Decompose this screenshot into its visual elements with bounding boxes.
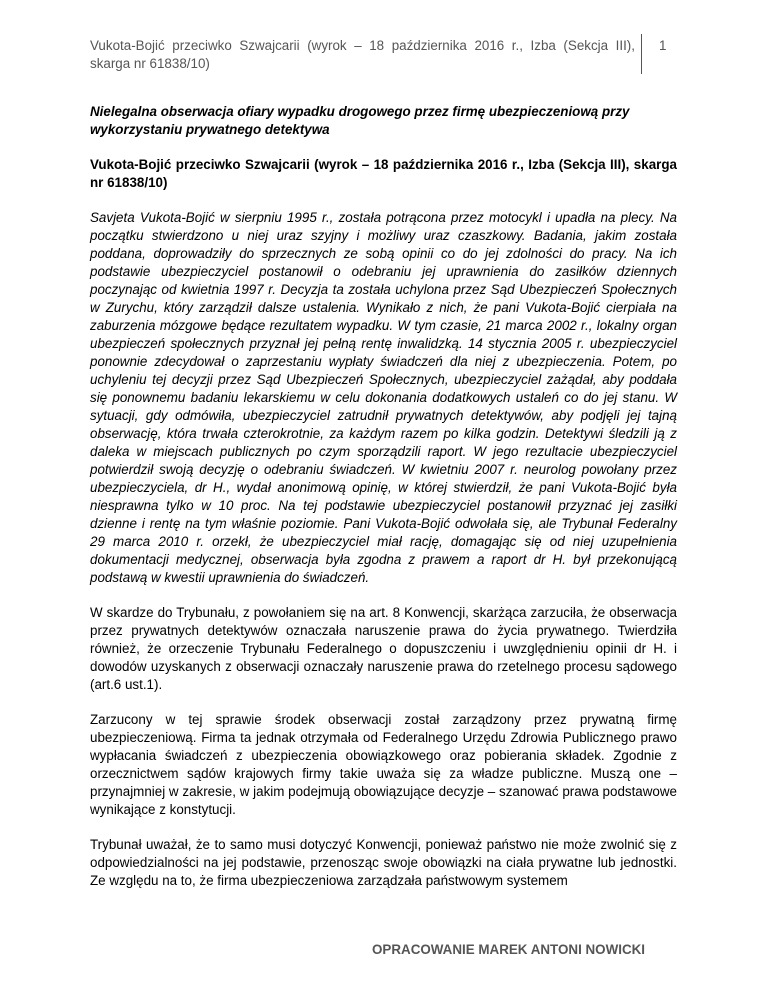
body-paragraph-1: W skardze do Trybunału, z powołaniem się na art. 8 Konwencji, skarżąca zarzuciła, że obserwacja przez prywatnych detektywów oznaczała naruszenie prawa do życia prywatnego. Twierdziła również, że orzeczenie Trybunału Federalnego o dopuszczeniu i uwzględnieniu opinii dr H. i dowodów uzyskanych z obserwacji oznaczały naruszenie prawa do rzetelnego procesu sądowego (art.6 ust.1).	[90, 605, 677, 692]
case-title: Vukota-Bojić przeciwko Szwajcarii (wyrok – 18 października 2016 r., Izba (Sekcja III), skarga nr 61838/10)	[90, 157, 677, 190]
body-paragraph-2: Zarzucony w tej sprawie środek obserwacji został zarządzony przez prywatną firmę ubezpieczeniową. Firma ta jednak otrzymała od Federalnego Urzędu Zdrowia Publicznego prawo wypłacania świadczeń z ubezpieczenia obowiązkowego oraz pobierania składek. Zgodnie z orzecznictwem sądów krajowych firmy takie uważa się za władze publiczne. Muszą one – przynajmniej w zakresie, w jakim podejmują obowiązujące decyzje – szanować prawa podstawowe wynikające z konstytucji.	[90, 712, 677, 817]
facts-paragraph: Savjeta Vukota-Bojić w sierpniu 1995 r., została potrącona przez motocykl i upadła na plecy. Na początku stwierdzono u niej uraz szyjny i możliwy uraz czaszkowy. Badania, jakim została poddana, doprowadziły do sprzecznych ze sobą opinii co do jej zdolności do pracy. Na ich podstawie ubezpieczyciel postanowił o odebraniu jej uprawnienia do zasiłków dziennych poczynając od kwietnia 1997 r. Decyzja ta została uchylona przez Sąd Ubezpieczeń Społecznych w Zurychu, który zarządził dalsze ustalenia. Wynikało z nich, że pani Vukota-Bojić cierpiała na zaburzenia mózgowe będące rezultatem wypadku. W tym czasie, 21 marca 2002 r., lokalny organ ubezpieczeń społecznych przyznał jej pełną rentę inwalidzką. 14 stycznia 2005 r. ubezpieczyciel ponownie zdecydował o zaprzestaniu wypłaty świadczeń dla niej z ubezpieczenia. Potem, po uchyleniu tej decyzji przez Sąd Ubezpieczeń Społecznych, ubezpieczyciel zażądał, aby poddała się ponownemu badaniu lekarskiemu w celu dokonania dodatkowych ustaleń co do jej stanu. W sytuacji, gdy odmówiła, ubezpieczyciel zatrudnił prywatnych detektywów, aby podjęli jej tajną obserwację, która trwała czterokrotnie, za każdym razem po kilka godzin. Detektywi śledzili ją z daleka w miejscach publicznych po czym sporządzili raport. W jego rezultacie ubezpieczyciel potwierdził swoją decyzję o odebraniu świadczeń. W kwietniu 2007 r. neurolog powołany przez ubezpieczyciela, dr H., wydał anonimową opinię, w której stwierdził, że pani Vukota-Bojić była niesprawna tylko w 10 proc. Na tej podstawie ubezpieczyciel postanowił przyznać jej zasiłki dzienne i rentę na tym właśnie poziomie. Pani Vukota-Bojić odwołała się, ale Trybunał Federalny 29 marca 2010 r. orzekł, że ubezpieczyciel miał rację, domagając się od niej uzupełnienia dokumentacji medycznej, obserwacja była zgodna z prawem a raport dr H. był przekonującą podstawą w kwestii uprawnienia do świadczeń.	[90, 210, 677, 585]
header-divider	[641, 34, 642, 74]
body-paragraph-3: Trybunał uważał, że to samo musi dotyczyć Konwencji, ponieważ państwo nie może zwolnić się z odpowiedzialności na jej podstawie, przenosząc swoje obowiązki na ciała prywatne lub jednostki. Ze względu na to, że firma ubezpieczeniowa zarządzała państwowym systemem	[90, 837, 677, 888]
running-header: Vukota-Bojić przeciwko Szwajcarii (wyrok – 18 października 2016 r., Izba (Sekcja III), skarga nr 61838/10)	[90, 38, 635, 71]
document-body	[90, 103, 677, 907]
footer-author: OPRACOWANIE MAREK ANTONI NOWICKI	[372, 942, 646, 957]
lead-title: Nielegalna obserwacja ofiary wypadku drogowego przez firmę ubezpieczeniową przy wykorzystaniu prywatnego detektywa	[90, 104, 630, 137]
page-number: 1	[659, 38, 667, 53]
